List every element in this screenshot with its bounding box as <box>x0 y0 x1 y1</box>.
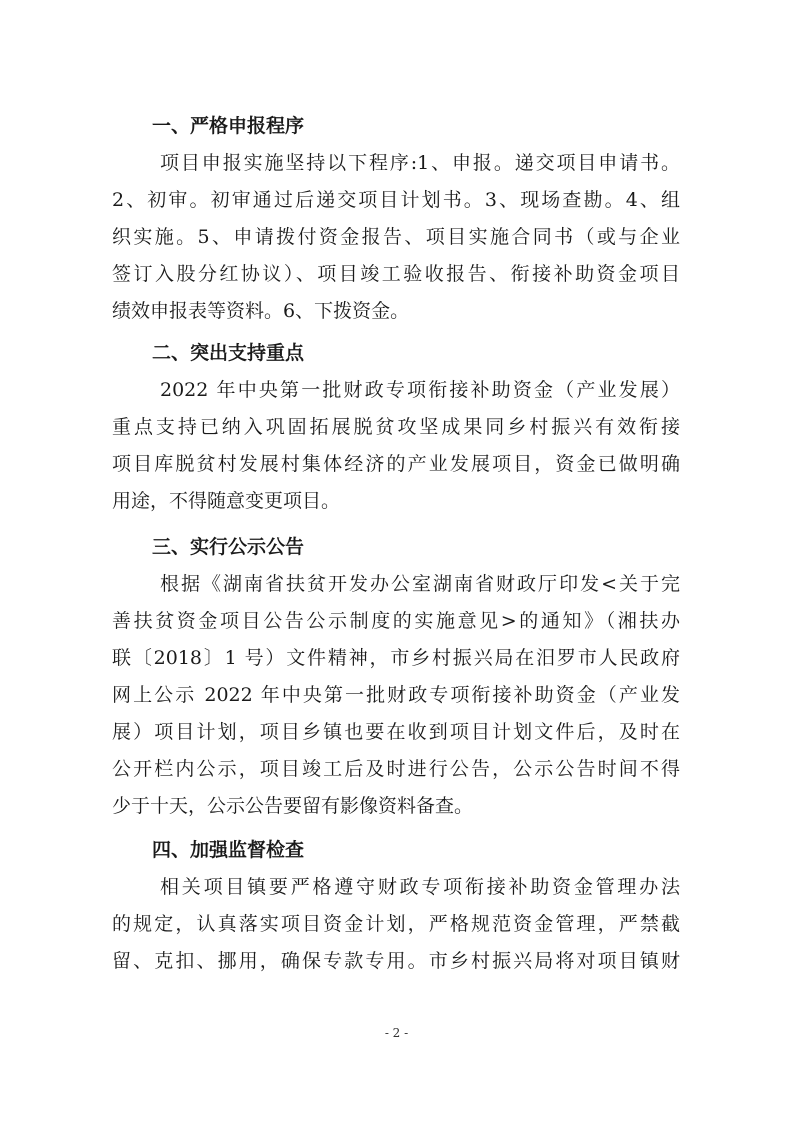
paragraph-line: 的规定，认真落实项目资金计划，严格规范资金管理，严禁截 <box>112 913 680 935</box>
paragraph-line: 重点支持已纳入巩固拓展脱贫攻坚成果同乡村振兴有效衔接 <box>112 416 680 438</box>
paragraph-line: 项目申报实施坚持以下程序:1、申报。递交项目申请书。 <box>160 152 680 174</box>
paragraph-line: 联〔2018〕1 号）文件精神，市乡村振兴局在汨罗市人民政府 <box>112 647 680 669</box>
paragraph-line: 2022 年中央第一批财政专项衔接补助资金（产业发展） <box>160 379 680 401</box>
section-heading-1: 一、严格申报程序 <box>152 115 305 137</box>
paragraph-line: 善扶贫资金项目公告公示制度的实施意见>的通知》（湘扶办 <box>112 610 680 632</box>
page-number: - 2 - <box>384 1026 409 1040</box>
paragraph-line: 少于十天，公示公告要留有影像资料备查。 <box>112 795 474 817</box>
paragraph-line: 网上公示 2022 年中央第一批财政专项衔接补助资金（产业发 <box>112 684 680 706</box>
paragraph-line: 织实施。5、申请拨付资金报告、项目实施合同书（或与企业 <box>112 226 680 248</box>
paragraph-line: 公开栏内公示，项目竣工后及时进行公告，公示公告时间不得 <box>112 758 680 780</box>
section-heading-4: 四、加强监督检查 <box>152 839 305 861</box>
paragraph-line: 根据《湖南省扶贫开发办公室湖南省财政厅印发<关于完 <box>160 573 680 595</box>
paragraph-line: 留、克扣、挪用，确保专款专用。市乡村振兴局将对项目镇财 <box>112 950 680 972</box>
paragraph-line: 签订入股分红协议）、项目竣工验收报告、衔接补助资金项目 <box>112 263 680 285</box>
paragraph-line: 展）项目计划，项目乡镇也要在收到项目计划文件后，及时在 <box>112 721 680 743</box>
paragraph-line: 相关项目镇要严格遵守财政专项衔接补助资金管理办法 <box>160 876 680 898</box>
section-heading-3: 三、实行公示公告 <box>152 536 305 558</box>
paragraph-line: 用途，不得随意变更项目。 <box>112 490 341 512</box>
paragraph-line: 绩效申报表等资料。6、下拨资金。 <box>112 300 410 322</box>
paragraph-line: 2、初审。初审通过后递交项目计划书。3、现场查勘。4、组 <box>112 189 680 211</box>
paragraph-line: 项目库脱贫村发展村集体经济的产业发展项目，资金已做明确 <box>112 453 680 475</box>
section-heading-2: 二、突出支持重点 <box>152 342 305 364</box>
